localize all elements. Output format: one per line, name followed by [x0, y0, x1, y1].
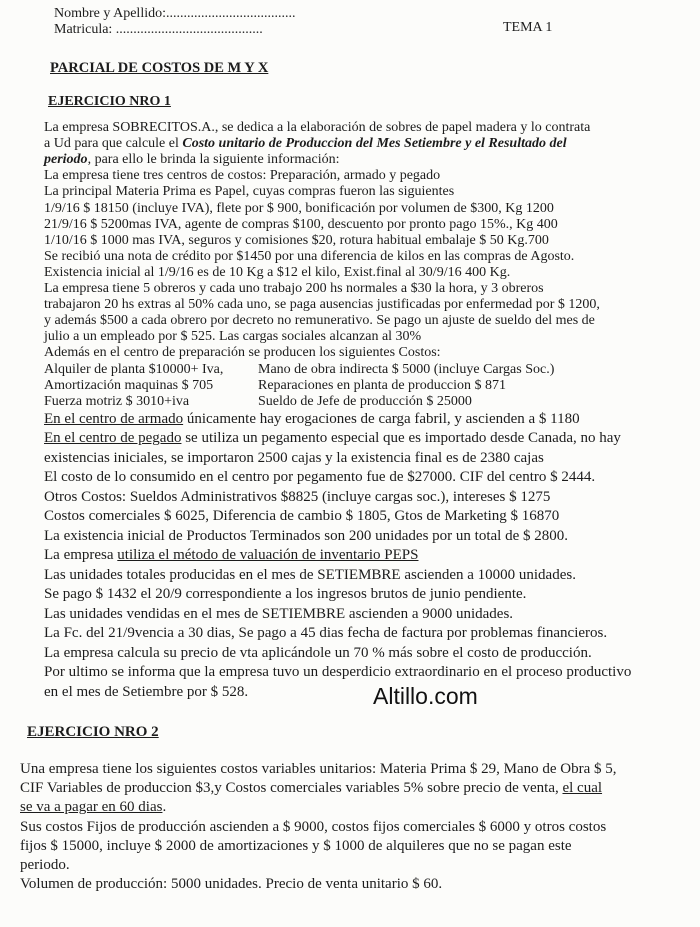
matricula-field: Matricula: .......................................... [54, 22, 263, 37]
text-line: julio a un empleado por $ 525. Las cargas sociales alcanzan al 30% [44, 329, 422, 345]
cost-item: Reparaciones en planta de produccion $ 871 [258, 377, 507, 393]
text-line: 1/10/16 $ 1000 mas IVA, seguros y comisiones $20, rotura habitual embalaje $ 50 Kg.700 [44, 232, 549, 248]
text-line [20, 798, 692, 817]
text-span: únicamente hay erogaciones de carga fabril, y ascienden a $ 1180 [183, 410, 580, 427]
text-span: . [162, 799, 167, 816]
exercise-2-heading: EJERCICIO NRO 2 [27, 724, 159, 740]
nombre-field: Nombre y Apellido:..................................... [54, 6, 296, 21]
text-line: existencias iniciales, se importaron 2500 cajas y la existencia final es de 2380 cajas [44, 449, 544, 466]
text-line: Otros Costos: Sueldos Administrativos $8825 (incluye cargas soc.), intereses $ 1275 [44, 488, 551, 505]
text-line: El costo de lo consumido en el centro por pegamento fue de $27000. CIF del centro $ 2444. [44, 469, 596, 486]
text-line: fijos $ 15000, incluye $ 2000 de amortizaciones y $ 1000 de alquileres que no se pagan este [20, 837, 572, 854]
text-line: Se pago $ 1432 el 20/9 correspondiente a los ingresos brutos de junio pendiente. [44, 586, 527, 603]
tema-label: TEMA 1 [503, 20, 553, 35]
cost-item: Sueldo de Jefe de producción $ 25000 [258, 393, 472, 409]
underlined-text: En el centro de armado [44, 410, 184, 427]
exercise-2-body [20, 760, 692, 894]
text-span: La empresa [44, 547, 118, 564]
text-line: trabajaron 20 hs extras al 50% cada uno, se paga ausencias justificadas por enfermedad por $ 1200, [44, 297, 600, 313]
text-line: periodo. [20, 857, 70, 874]
text-line: La Fc. del 21/9vencia a 30 dias, Se pago a 45 dias fecha de factura por problemas financieros. [44, 625, 608, 642]
text-line: Las unidades totales producidas en el mes de SETIEMBRE ascienden a 10000 unidades. [44, 566, 576, 583]
cost-item: Amortización maquinas $ 705 [44, 377, 214, 393]
text-line: Volumen de producción: 5000 unidades. Precio de venta unitario $ 60. [20, 876, 443, 893]
text-line: La existencia inicial de Productos Terminados son 200 unidades por un total de $ 2800. [44, 527, 568, 544]
text-line [44, 136, 684, 152]
text-span: CIF Variables de produccion $3,y Costos comerciales variables 5% sobre precio de venta, [20, 780, 563, 797]
text-line: Las unidades vendidas en el mes de SETIEMBRE ascienden a 9000 unidades. [44, 605, 514, 622]
cost-item: Alquiler de planta $10000+ Iva, [44, 361, 224, 377]
text-line: Costos comerciales $ 6025, Diferencia de cambio $ 1805, Gtos de Marketing $ 16870 [44, 508, 560, 525]
text-line: Sus costos Fijos de producción ascienden a $ 9000, costos fijos comerciales $ 6000 y otros costos [20, 818, 607, 835]
text-line: Se recibió una nota de crédito por $1450 por una diferencia de kilos en las compras de Agosto. [44, 248, 575, 264]
text-line [44, 410, 684, 430]
text-line [44, 429, 684, 449]
text-line: La empresa calcula su precio de vta aplicándole un 70 % más sobre el costo de producción. [44, 644, 592, 661]
text-line: La principal Materia Prima es Papel, cuyas compras fueron las siguientes [44, 184, 455, 200]
text-line: en el mes de Setiembre por $ 528. [44, 683, 249, 700]
text-line [44, 152, 684, 168]
text-span: a Ud para que calcule el [44, 136, 183, 152]
emphasis-text: periodo [44, 152, 88, 168]
text-line: Una empresa tiene los siguientes costos variables unitarios: Materia Prima $ 29, Mano de Obra $ 5, [20, 761, 617, 777]
text-line: Por ultimo se informa que la empresa tuvo un desperdicio extraordinario en el proceso productivo [44, 664, 632, 681]
page-title: PARCIAL DE COSTOS DE M Y X [50, 60, 269, 76]
text-line: La empresa tiene tres centros de costos: Preparación, armado y pegado [44, 168, 441, 184]
text-span: , para ello le brinda la siguiente información: [87, 152, 340, 168]
text-line: 21/9/16 $ 5200mas IVA, agente de compras $100, descuento por pronto pago 15%., Kg 400 [44, 216, 558, 232]
emphasis-text: Costo unitario de Produccion del Mes Setiembre y el Resultado del [182, 136, 567, 152]
text-span: se utiliza un pegamento especial que es importado desde Canada, no hay [181, 430, 621, 447]
cost-row [44, 378, 684, 394]
cost-row [44, 362, 684, 378]
text-line: 1/9/16 $ 18150 (incluye IVA), flete por $ 900, bonificación por volumen de $300, Kg 1200 [44, 200, 554, 216]
underlined-text: se va a pagar en 60 dias [20, 799, 163, 816]
cost-item: Fuerza motriz $ 3010+iva [44, 393, 190, 409]
underlined-text: En el centro de pegado [44, 430, 182, 447]
cost-item: Mano de obra indirecta $ 5000 (incluye Cargas Soc.) [258, 361, 555, 377]
watermark-logo: Altillo.com [373, 683, 478, 709]
text-line: Existencia inicial al 1/9/16 es de 10 Kg a $12 el kilo, Exist.final al 30/9/16 400 Kg. [44, 264, 511, 280]
text-line: Además en el centro de preparación se producen los siguientes Costos: [44, 345, 441, 361]
text-line: La empresa SOBRECITOS.A., se dedica a la elaboración de sobres de papel madera y lo contrata [44, 120, 591, 136]
underlined-text: el cual [562, 780, 603, 797]
text-line: La empresa tiene 5 obreros y cada uno trabajo 200 hs normales a $30 la hora, y 3 obreros [44, 281, 544, 297]
student-header [54, 6, 296, 38]
text-line: y además $500 a cada obrero por decreto no remunerativo. Se pago un ajuste de sueldo del mes de [44, 313, 595, 329]
underlined-text: utiliza el método de valuación de inventario PEPS [117, 547, 419, 564]
exercise-1-heading: EJERCICIO NRO 1 [48, 94, 171, 109]
exercise-1-body [44, 104, 684, 702]
cost-row [44, 394, 684, 410]
text-line [20, 779, 692, 798]
text-line [44, 546, 684, 566]
